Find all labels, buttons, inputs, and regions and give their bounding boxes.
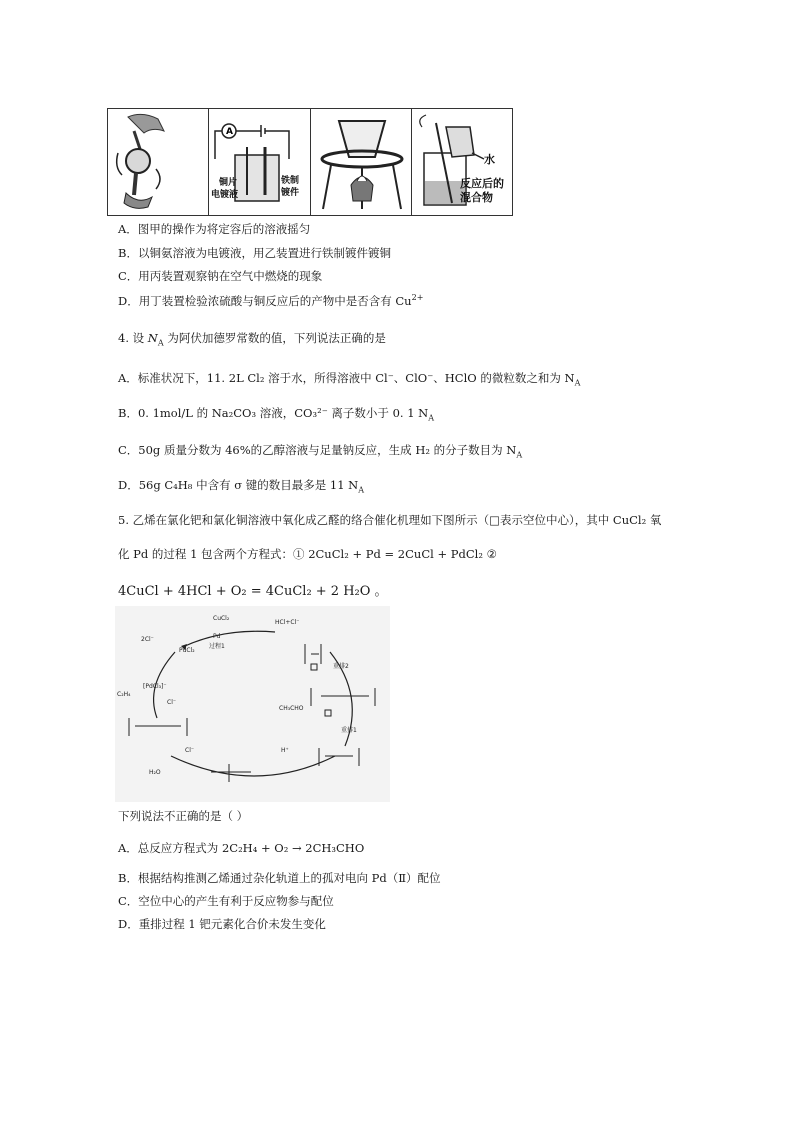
q3-option-c: C．用丙装置观察钠在空气中燃烧的现象 <box>118 269 323 283</box>
figure-bing <box>311 109 412 215</box>
mech-pdcl2: PdCl₂ <box>179 647 195 654</box>
mech-cucl2: CuCl₂ <box>213 615 230 622</box>
electroplating-cell-icon <box>209 109 310 215</box>
mech-chongpai1: 重排1 <box>341 727 357 734</box>
q5-question: 下列说法不正确的是（ ） <box>118 809 249 823</box>
mech-ch3cho: CH₃CHO <box>279 705 304 712</box>
svg-text:镀件: 镀件 <box>281 188 300 198</box>
mech-hcl: HCl+Cl⁻ <box>275 619 300 626</box>
q4-stem <box>118 330 386 347</box>
mech-c2h4: C₂H₄ <box>117 691 131 698</box>
q4-option-d-sub: A <box>358 485 365 495</box>
q4-option-d <box>118 477 364 494</box>
q4-option-c-sub: A <box>516 450 523 460</box>
mech-pdcl3: [PdCl₃]⁻ <box>143 683 167 690</box>
flask-shaking-icon <box>108 109 176 215</box>
mech-2cl: 2Cl⁻ <box>141 636 154 643</box>
q4-option-c <box>118 442 522 459</box>
q4-option-b-text: B．0. 1mol/L 的 Na₂CO₃ 溶液，CO₃²⁻ 离子数小于 0. 1 N <box>118 406 429 420</box>
svg-text:电镀液: 电镀液 <box>211 190 239 200</box>
q5-option-a: A．总反应方程式为 2C₂H₄ + O₂ → 2CH₃CHO <box>118 841 365 855</box>
q5-stem-line1: 5. 乙烯在氯化钯和氯化铜溶液中氧化成乙醛的络合催化机理如下图所示（□表示空位中心），其中 CuCl₂ 氧 <box>118 513 662 527</box>
q4-option-a-text: A．标准状况下，11. 2L Cl₂ 溶于水，所得溶液中 Cl⁻、ClO⁻、HClO 的微粒数之和为 N <box>118 371 575 385</box>
mechanism-cycle-svg <box>115 606 390 802</box>
q3-option-d <box>118 293 423 309</box>
q4-option-a-sub: A <box>574 378 581 388</box>
q4-stem-pre: 4. 设 <box>118 331 148 345</box>
q5-option-b: B．根据结构推测乙烯通过杂化轨道上的孤对电向 Pd（Ⅱ）配位 <box>118 871 441 885</box>
q4-option-c-text: C．50g 质量分数为 46%的乙醇溶液与足量钠反应，生成 H₂ 的分子数目为 N <box>118 443 517 457</box>
figure-jia <box>108 109 209 215</box>
mech-guocheng1: 过程1 <box>209 643 225 650</box>
svg-text:铜片: 铜片 <box>219 178 238 188</box>
figure-yi <box>209 109 310 215</box>
q3-option-d-superscript: 2+ <box>411 293 424 303</box>
q4-option-b-sub: A <box>428 413 435 423</box>
crucible-burning-icon <box>311 109 412 215</box>
mech-cl-1: Cl⁻ <box>167 699 177 706</box>
svg-text:铁制: 铁制 <box>281 176 300 186</box>
svg-text:A: A <box>226 127 234 137</box>
mech-cl-2: Cl⁻ <box>185 747 195 754</box>
q4-stem-sub: A <box>157 338 164 348</box>
q4-option-d-text: D．56g C₄H₈ 中含有 σ 键的数目最多是 11 N <box>118 478 359 492</box>
figure-ding <box>412 109 512 215</box>
mech-hplus: H⁺ <box>281 747 289 754</box>
q5-option-d: D．重排过程 1 钯元素化合价未发生变化 <box>118 917 326 931</box>
catalytic-mechanism-diagram <box>115 606 390 802</box>
svg-text:水: 水 <box>483 153 495 166</box>
dilution-beaker-icon <box>412 109 513 215</box>
svg-text:反应后的: 反应后的 <box>459 177 504 190</box>
mech-chongpai2: 重排2 <box>333 663 349 670</box>
apparatus-figure-strip <box>107 108 513 216</box>
q4-option-a <box>118 370 580 387</box>
q3-option-a: A．图甲的操作为将定容后的溶液摇匀 <box>118 222 311 236</box>
q3-option-d-text: D．用丁装置检验浓硫酸与铜反应后的产物中是否含有 Cu <box>118 294 412 308</box>
q4-option-b <box>118 405 434 422</box>
q5-option-c: C．空位中心的产生有利于反应物参与配位 <box>118 894 334 908</box>
mech-h2o: H₂O <box>149 769 161 776</box>
q4-stem-post: 为阿伏加德罗常数的值，下列说法正确的是 <box>163 331 386 345</box>
q5-stem-line2: 化 Pd 的过程 1 包含两个方程式：① 2CuCl₂ + Pd = 2CuCl + PdCl₂ ② <box>118 547 497 561</box>
mech-pd: Pd <box>213 633 221 640</box>
svg-text:混合物: 混合物 <box>459 191 493 204</box>
q3-option-b: B．以铜氨溶液为电镀液，用乙装置进行铁制镀件镀铜 <box>118 246 391 260</box>
q5-stem-line3: 4CuCl + 4HCl + O₂ = 4CuCl₂ + 2 H₂O 。 <box>118 584 388 599</box>
q4-stem-n: N <box>147 331 158 345</box>
